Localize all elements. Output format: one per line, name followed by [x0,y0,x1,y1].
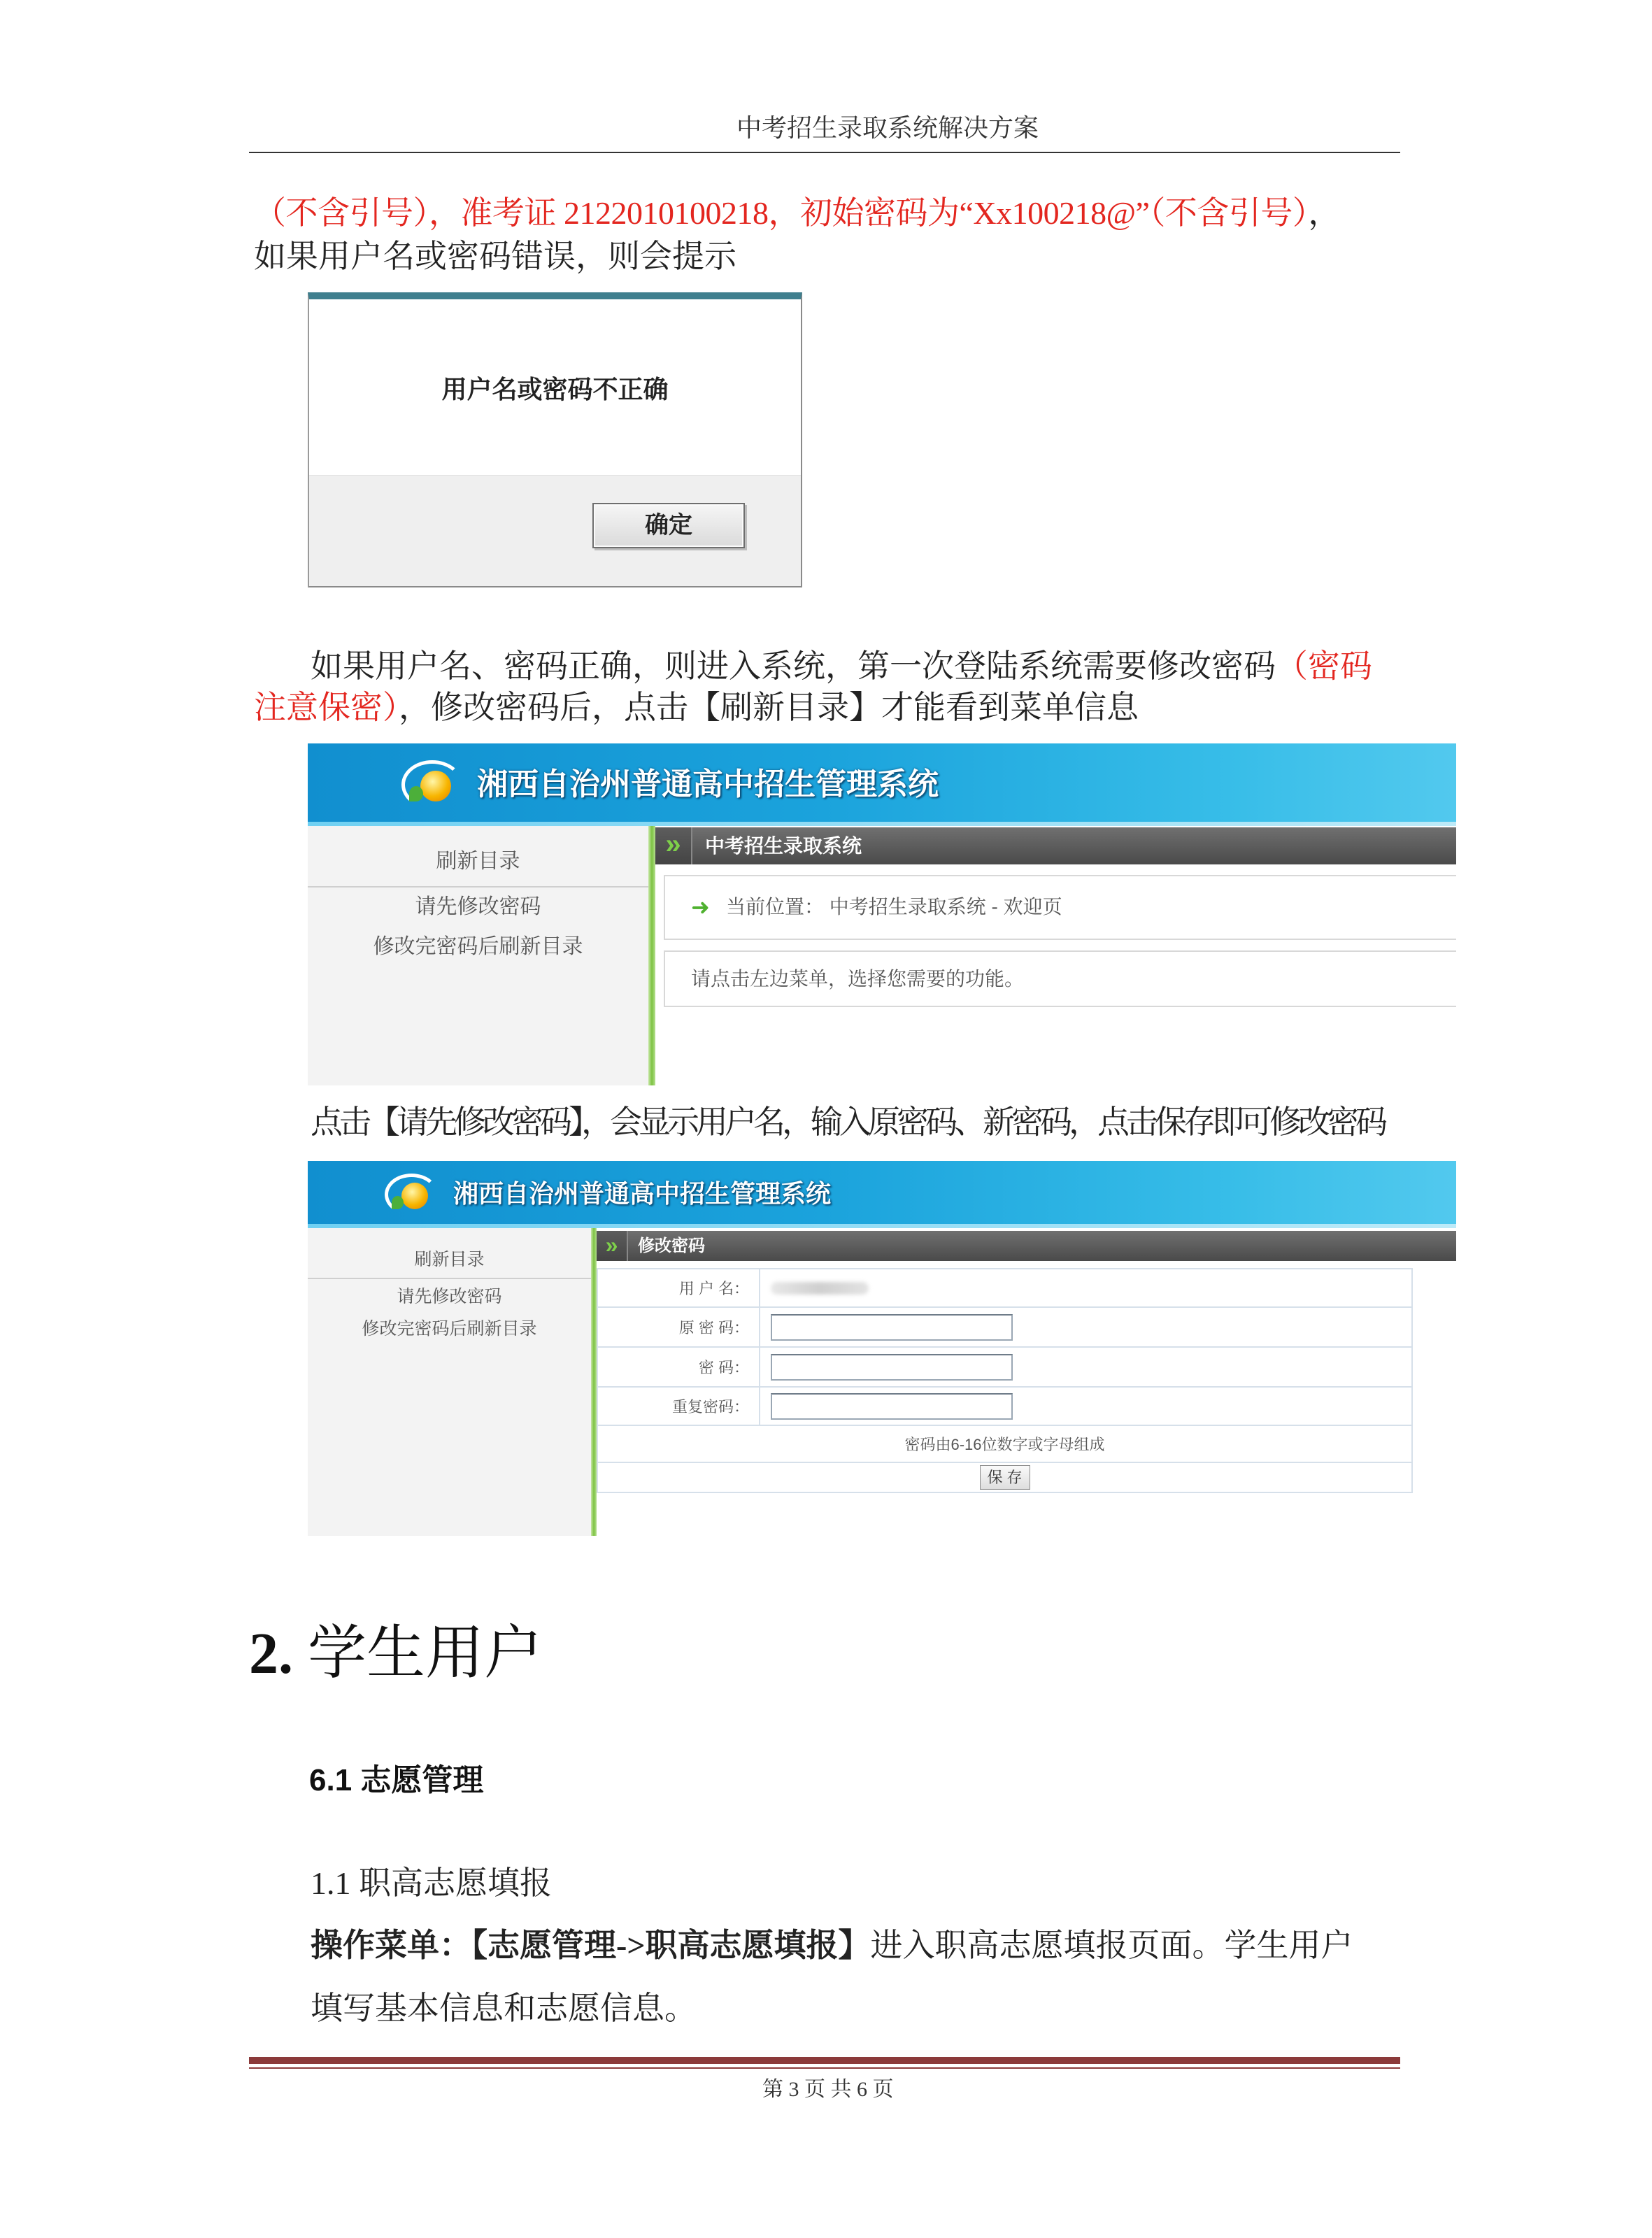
double-arrow-icon: » [597,1231,628,1261]
sidebar [308,1228,591,1536]
footer-rule-thick [249,2057,1400,2064]
paragraph-text: 如果用户名、密码正确，则进入系统，第一次登陆系统需要修改密码 [311,648,1276,684]
username-value [760,1269,1412,1307]
paragraph-line: 填写基本信息和志愿信息。 [311,1990,697,2026]
section-number: 2. [249,1621,293,1686]
content-panel [655,826,1456,1085]
sidebar-divider [308,1278,591,1279]
paragraph-line [254,688,1139,727]
sun-logo-icon [385,1174,439,1216]
form-row [597,1387,1412,1425]
paragraph-line [311,1926,1353,1965]
menu-path: 操作菜单：【志愿管理->职高志愿填报】 [311,1927,871,1963]
repeat-password-label: 重复密码： [597,1387,760,1425]
password-rule-hint: 密码由6-16位数字或字母组成 [597,1425,1412,1462]
system-title: 湘西自治州普通高中招生管理系统 [453,1179,832,1208]
change-password-screenshot [308,1161,1456,1536]
form-row [597,1425,1412,1462]
panel-header [597,1231,1456,1261]
paragraph-line: 点击【请先修改密码】，会显示用户名，输入原密码、新密码，点击保存即可修改密码 [311,1104,1384,1140]
system-title: 湘西自治州普通高中招生管理系统 [477,767,939,801]
form-row [597,1269,1412,1307]
sidebar-item-refresh[interactable]: 刷新目录 [436,850,520,873]
hint-box [664,950,1456,1007]
change-password-form [597,1268,1413,1493]
new-password-label: 密 码： [597,1347,760,1387]
section-title: 学生用户 [308,1620,543,1685]
header-rule [249,152,1400,153]
old-password-input[interactable] [771,1314,1013,1341]
password-note: （不含引号），准考证 2122010100218，初始密码为“Xx100218@”（不含引号） [254,195,1309,231]
punctuation: ， [1308,195,1340,231]
welcome-hint: 请点击左边菜单，选择您需要的功能。 [691,968,1025,990]
paragraph-line: 如果用户名或密码错误，则会提示 [254,238,736,274]
paragraph-text: 进入职高志愿填报页面。学生用户 [870,1927,1353,1963]
sun-logo-icon [401,760,463,809]
system-banner [308,1161,1456,1228]
running-header: 中考招生录取系统解决方案 [736,114,1039,142]
right-arrow-icon: ➜ [691,895,710,920]
panel-header [655,827,1456,864]
content-panel [597,1228,1456,1536]
page-number: 第 3 页 共 6 页 [762,2078,894,2101]
error-dialog-screenshot [308,292,802,587]
old-password-label: 原 密 码： [597,1307,760,1347]
repeat-password-input[interactable] [771,1393,1013,1420]
double-arrow-icon: » [655,827,692,864]
new-password-input[interactable] [771,1354,1013,1381]
sidebar-item-refresh-hint[interactable]: 修改完密码后刷新目录 [362,1319,537,1339]
panel-title: 中考招生录取系统 [705,835,862,857]
section-heading [249,1618,543,1689]
error-message: 用户名或密码不正确 [441,375,669,404]
breadcrumb: 当前位置： 中考招生录取系统 - 欢迎页 [726,896,1062,918]
ok-button[interactable]: 确定 [592,503,745,548]
save-button[interactable]: 保 存 [980,1465,1030,1490]
paragraph-text: ，修改密码后，点击【刷新目录】才能看到菜单信息 [399,690,1139,725]
breadcrumb-box [664,875,1456,940]
redacted-username [771,1282,869,1295]
subsection-heading: 6.1 志愿管理 [309,1763,484,1797]
paragraph-line [254,194,1340,233]
sidebar-item-refresh[interactable]: 刷新目录 [414,1250,485,1269]
dialog-footer [309,475,801,586]
footer-rule-thin [249,2067,1400,2069]
paragraph-line [311,647,1372,686]
password-note: 注意保密） [254,690,399,725]
sidebar-divider [308,886,648,888]
sidebar-item-change-password[interactable]: 请先修改密码 [397,1287,502,1306]
form-row [597,1462,1412,1492]
system-banner [308,743,1456,826]
sidebar [308,826,648,1085]
sidebar-splitter [648,826,655,1085]
sidebar-item-change-password[interactable]: 请先修改密码 [415,895,541,918]
form-row [597,1347,1412,1387]
panel-title: 修改密码 [638,1236,705,1255]
welcome-page-screenshot [308,743,1456,1085]
password-note: （密码 [1276,648,1372,684]
sidebar-item-refresh-hint[interactable]: 修改完密码后刷新目录 [373,935,583,958]
sidebar-splitter [591,1228,597,1536]
username-label: 用 户 名： [597,1269,760,1307]
form-row [597,1307,1412,1347]
item-heading: 1.1 职高志愿填报 [311,1865,552,1901]
